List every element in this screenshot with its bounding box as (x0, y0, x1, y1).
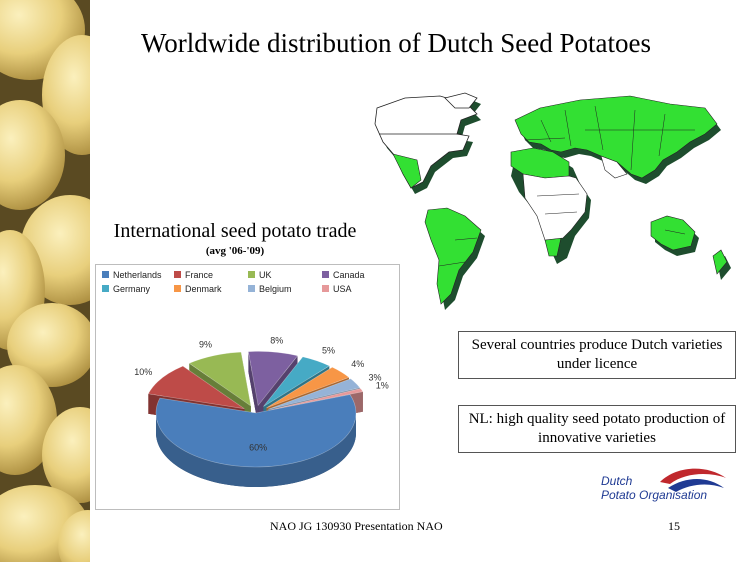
legend-label: USA (333, 284, 352, 294)
legend-item (322, 269, 365, 281)
north-america (375, 93, 477, 188)
pie-value-label: 5% (321, 345, 335, 356)
pie-value-label: 4% (351, 359, 365, 370)
page-number: 15 (668, 519, 680, 533)
legend-swatch (248, 271, 255, 278)
logo-text-dutch: Dutch (601, 474, 633, 488)
legend-label: Netherlands (113, 270, 162, 280)
legend-swatch (248, 285, 255, 292)
legend-label: Canada (333, 270, 365, 280)
pie-value-label: 8% (270, 335, 284, 346)
legend-item (174, 283, 222, 295)
pie-value-label: 10% (134, 366, 153, 377)
pie-chart (96, 265, 399, 509)
callout-quality: NL: high quality seed potato production of innovative varieties (458, 405, 736, 453)
pie-value-label: 1% (375, 380, 389, 391)
legend-item (174, 269, 213, 281)
pie-value-label: 9% (198, 339, 213, 350)
chart-heading: International seed potato trade (113, 220, 357, 242)
footer-text: NAO JG 130930 Presentation NAO (270, 519, 443, 533)
legend-item (322, 283, 352, 295)
pie-chart-panel (95, 264, 400, 510)
legend-label: Germany (113, 284, 151, 294)
legend-swatch (322, 285, 329, 292)
chart-subheading: (avg '06-'09) (205, 245, 265, 257)
legend-label: UK (259, 270, 272, 280)
legend-label: France (185, 270, 214, 280)
pie-value-label: 3% (368, 372, 382, 383)
legend-swatch (102, 271, 109, 278)
logo-text-organisation: Potato Organisation (601, 488, 708, 502)
pie-value-label: 60% (249, 442, 268, 453)
legend-item (248, 283, 292, 295)
legend-swatch (102, 285, 109, 292)
callout-licence: Several countries produce Dutch varieties under licence (458, 331, 736, 379)
potato-photo-image (0, 0, 90, 562)
world-map (365, 90, 750, 320)
legend-swatch (322, 271, 329, 278)
legend-swatch (174, 271, 181, 278)
potato-photo-strip (0, 0, 90, 562)
legend-swatch (174, 285, 181, 292)
dutch-potato-organisation-logo (598, 462, 733, 508)
legend-item (102, 283, 150, 295)
legend-label: Denmark (185, 284, 222, 294)
slide-title: Worldwide distribution of Dutch Seed Potatoes (140, 28, 651, 58)
legend-item (102, 269, 162, 281)
world-map-graphic (365, 90, 750, 320)
legend-label: Belgium (259, 284, 292, 294)
legend-item (248, 269, 272, 281)
